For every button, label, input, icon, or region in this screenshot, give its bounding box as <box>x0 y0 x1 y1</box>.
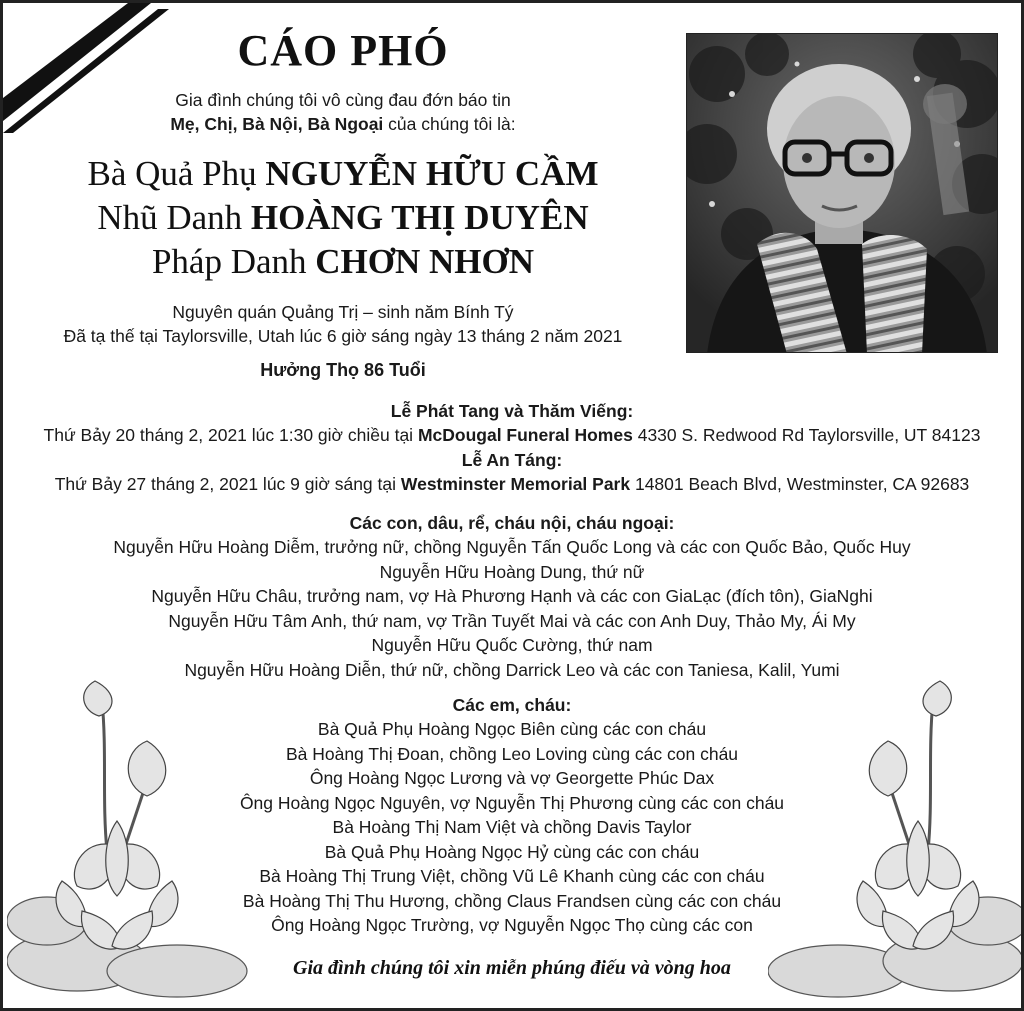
relatives-section <box>3 693 1021 938</box>
list-item: Nguyễn Hữu Châu, trưởng nam, vợ Hà Phương Hạnh và các con GiaLạc (đích tôn), GiaNghi <box>151 586 873 606</box>
list-item: Bà Quả Phụ Hoàng Ngọc Hỷ cùng các con cháu <box>324 841 700 862</box>
list-item: Bà Hoàng Thị Đoan, chồng Leo Loving cùng các con cháu <box>285 743 739 764</box>
closing-note: Gia đình chúng tôi xin miễn phúng điếu và vòng hoa <box>293 957 731 979</box>
family-section <box>3 511 1021 682</box>
list-item: Bà Hoàng Thị Thu Hương, chồng Claus Frandsen cùng các con cháu <box>242 890 782 911</box>
portrait-photo <box>686 33 998 353</box>
name1-prefix: Bà Quả Phụ <box>87 154 266 193</box>
name1: NGUYỄN HỮU CẦM <box>265 154 599 193</box>
list-item: Nguyễn Hữu Hoàng Diễm, trưởng nữ, chồng Nguyễn Tấn Quốc Long và các con Quốc Bảo, Quốc Huy <box>113 537 911 557</box>
wake-details <box>3 423 1021 448</box>
list-item: Ông Hoàng Ngọc Lương và vợ Georgette Phúc Dax <box>309 768 715 788</box>
family-heading: Các con, dâu, rể, cháu nội, cháu ngoại: <box>349 513 675 533</box>
intro-relations: Mẹ, Chị, Bà Nội, Bà Ngoại <box>170 114 384 134</box>
notice-header <box>3 25 683 381</box>
list-item: Nguyễn Hữu Hoàng Diễn, thứ nữ, chồng Darrick Leo và các con Taniesa, Kalil, Yumi <box>184 659 840 680</box>
list-item: Nguyễn Hữu Tâm Anh, thứ nam, vợ Trần Tuyết Mai và các con Anh Duy, Thảo My, Ái My <box>168 610 856 631</box>
burial-heading: Lễ An Táng: <box>461 449 563 470</box>
list-item: Bà Hoàng Thị Nam Việt và chồng Davis Taylor <box>332 817 692 837</box>
name3-prefix: Pháp Danh <box>151 242 316 281</box>
deceased-names <box>3 152 683 284</box>
intro-text <box>3 88 683 136</box>
burial-venue: Westminster Memorial Park <box>400 473 631 494</box>
name-line-1 <box>3 152 683 196</box>
age-line: Hưởng Thọ 86 Tuổi <box>260 360 426 380</box>
name-line-3 <box>3 240 683 284</box>
origin-line: Nguyên quán Quảng Trị – sinh năm Bính Tý <box>172 302 514 322</box>
list-item: Bà Hoàng Thị Trung Việt, chồng Vũ Lê Khanh cùng các con cháu <box>259 866 765 886</box>
passed-line: Đã tạ thế tại Taylorsville, Utah lúc 6 giờ sáng ngày 13 tháng 2 năm 2021 <box>63 326 623 346</box>
intro-line: Gia đình chúng tôi vô cùng đau đớn báo tin <box>175 90 511 110</box>
intro-suffix: của chúng tôi là: <box>383 114 516 134</box>
wake-address: 4330 S. Redwood Rd Taylorsville, UT 84123 <box>632 425 981 445</box>
list-item: Bà Quả Phụ Hoàng Ngọc Biên cùng các con cháu <box>317 719 707 739</box>
notice-title: CÁO PHÓ <box>237 26 449 75</box>
services-section <box>3 399 1021 496</box>
intro-relations-line <box>3 112 683 136</box>
list-item: Ông Hoàng Ngọc Nguyên, vợ Nguyễn Thị Phương cùng các con cháu <box>239 792 785 813</box>
list-item: Ông Hoàng Ngọc Trường, vợ Nguyễn Ngọc Thọ cùng các con <box>271 915 753 935</box>
relatives-heading: Các em, cháu: <box>452 695 572 715</box>
name2: HOÀNG THỊ DUYÊN <box>250 198 589 237</box>
wake-time: Thứ Bảy 20 tháng 2, 2021 lúc 1:30 giờ chiều tại <box>43 425 418 445</box>
burial-address: 14801 Beach Blvd, Westminster, CA 92683 <box>630 473 970 494</box>
name2-prefix: Nhũ Danh <box>97 198 251 237</box>
name-line-2 <box>3 196 683 240</box>
portrait-illustration <box>687 34 998 353</box>
list-item: Nguyễn Hữu Quốc Cường, thứ nam <box>371 635 653 655</box>
origin-info <box>3 300 683 348</box>
burial-time: Thứ Bảy 27 tháng 2, 2021 lúc 9 giờ sáng tại <box>54 473 401 494</box>
list-item: Nguyễn Hữu Hoàng Dung, thứ nữ <box>379 561 645 582</box>
wake-heading: Lễ Phát Tang và Thăm Viếng: <box>390 401 634 421</box>
burial-details <box>3 472 1021 497</box>
name3: CHƠN NHƠN <box>315 242 535 281</box>
wake-venue: McDougal Funeral Homes <box>417 425 633 445</box>
